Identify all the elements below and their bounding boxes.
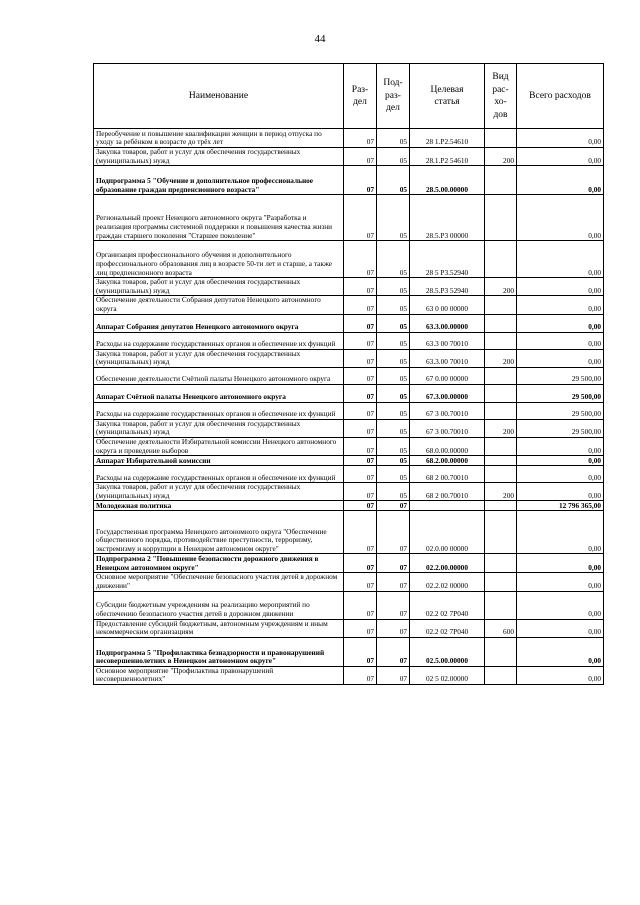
cell-total: 0,00 (517, 573, 604, 591)
cell-razdel: 07 (344, 332, 377, 349)
table-row (94, 166, 604, 195)
cell-razdel: 07 (344, 349, 377, 367)
cell-vid-raskhodov (485, 573, 517, 591)
cell-total: 29 500,00 (517, 419, 604, 437)
cell-vid-raskhodov (485, 466, 517, 483)
cell-vid-raskhodov (485, 591, 517, 619)
cell-total: 0,00 (517, 637, 604, 666)
cell-razdel: 07 (344, 573, 377, 591)
cell-total: 0,00 (517, 483, 604, 501)
cell-name: Обеспечение деятельности Собрания депутатов Ненецкого автономного округа (94, 296, 344, 314)
cell-celevaya-statya: 63.3 00 70010 (410, 332, 485, 349)
cell-name: Закупка товаров, работ и услуг для обеспечения государственных (муниципальных) нужд (94, 148, 344, 166)
cell-celevaya-statya: 02.2.00.00000 (410, 554, 485, 573)
cell-podrazdel: 05 (377, 195, 410, 241)
cell-razdel: 07 (344, 195, 377, 241)
cell-celevaya-statya: 02.2.02 00000 (410, 573, 485, 591)
cell-vid-raskhodov: 200 (485, 148, 517, 166)
cell-podrazdel: 05 (377, 402, 410, 419)
cell-name: Организация профессионального обучения и дополнительного профессионального образования лиц в возрасте 50-ти лет и старше, а также лиц предпенсионного возраста (94, 241, 344, 278)
table-row (94, 129, 604, 148)
table-row (94, 384, 604, 402)
cell-vid-raskhodov (485, 437, 517, 455)
cell-vid-raskhodov (485, 402, 517, 419)
table-row (94, 619, 604, 637)
cell-podrazdel: 05 (377, 241, 410, 278)
table-row (94, 195, 604, 241)
header-podrazdel: Под- раз- дел (377, 64, 410, 129)
table-row (94, 501, 604, 511)
cell-name: Региональный проект Ненецкого автономного округа "Разработка и реализация программы системной поддержки и повышения качества жизни граждан старшего поколения "Старшее поколение" (94, 195, 344, 241)
cell-name: Аппарат Счётной палаты Ненецкого автономного округа (94, 384, 344, 402)
cell-podrazdel: 07 (377, 511, 410, 554)
cell-celevaya-statya: 28.5.Р3 00000 (410, 195, 485, 241)
cell-vid-raskhodov (485, 296, 517, 314)
table-header-row (94, 64, 604, 129)
cell-celevaya-statya: 02.2 02 7Р040 (410, 619, 485, 637)
cell-vid-raskhodov (485, 241, 517, 278)
cell-vid-raskhodov (485, 666, 517, 684)
cell-total: 0,00 (517, 554, 604, 573)
table-row (94, 402, 604, 419)
header-razdel: Раз- дел (344, 64, 377, 129)
cell-podrazdel: 05 (377, 483, 410, 501)
cell-podrazdel: 07 (377, 501, 410, 511)
cell-podrazdel: 05 (377, 437, 410, 455)
cell-total: 0,00 (517, 241, 604, 278)
cell-celevaya-statya: 67 0.00 00000 (410, 367, 485, 384)
cell-total: 12 796 365,00 (517, 501, 604, 511)
cell-celevaya-statya: 28.5.00.00000 (410, 166, 485, 195)
table-row (94, 148, 604, 166)
cell-name: Основное мероприятие "Профилактика правонарушений несовершеннолетних" (94, 666, 344, 684)
cell-vid-raskhodov (485, 195, 517, 241)
cell-razdel: 07 (344, 637, 377, 666)
table-row (94, 573, 604, 591)
cell-vid-raskhodov (485, 554, 517, 573)
table-row (94, 367, 604, 384)
cell-razdel: 07 (344, 241, 377, 278)
cell-razdel: 07 (344, 166, 377, 195)
cell-vid-raskhodov (485, 511, 517, 554)
cell-razdel: 07 (344, 466, 377, 483)
cell-vid-raskhodov (485, 314, 517, 332)
cell-razdel: 07 (344, 384, 377, 402)
cell-total: 0,00 (517, 591, 604, 619)
cell-total: 0,00 (517, 129, 604, 148)
table-row (94, 554, 604, 573)
cell-razdel: 07 (344, 402, 377, 419)
cell-podrazdel: 05 (377, 419, 410, 437)
cell-total: 0,00 (517, 456, 604, 466)
cell-razdel: 07 (344, 619, 377, 637)
cell-celevaya-statya: 63 0 00 00000 (410, 296, 485, 314)
table-row (94, 314, 604, 332)
table-row (94, 437, 604, 455)
table-row (94, 511, 604, 554)
cell-celevaya-statya: 63.3.00.00000 (410, 314, 485, 332)
table-row (94, 666, 604, 684)
cell-razdel: 07 (344, 148, 377, 166)
cell-celevaya-statya (410, 501, 485, 511)
cell-name: Закупка товаров, работ и услуг для обеспечения государственных (муниципальных) нужд (94, 349, 344, 367)
cell-total: 0,00 (517, 296, 604, 314)
cell-celevaya-statya: 28.1.Р2 54610 (410, 148, 485, 166)
cell-name: Расходы на содержание государственных органов и обеспечение их функций (94, 332, 344, 349)
cell-podrazdel: 05 (377, 332, 410, 349)
table-row (94, 349, 604, 367)
cell-name: Государственная программа Ненецкого автономного округа "Обеспечение общественного порядка, противодействие преступности, терроризму, экстремизму и коррупции в Ненецком автономном округе" (94, 511, 344, 554)
table-row (94, 637, 604, 666)
cell-vid-raskhodov (485, 129, 517, 148)
table-row (94, 332, 604, 349)
cell-name: Переобучение и повышение квалификации женщин в период отпуска по уходу за ребёнком в возрасте до трёх лет (94, 129, 344, 148)
header-name: Наименование (94, 64, 344, 129)
cell-razdel: 07 (344, 456, 377, 466)
cell-name: Подпрограмма 2 "Повышение безопасности дорожного движения в Ненецком автономном округе" (94, 554, 344, 573)
cell-vid-raskhodov (485, 384, 517, 402)
cell-razdel: 07 (344, 554, 377, 573)
cell-name: Предоставление субсидий бюджетным, автономным учреждениям и иным некоммерческим организациям (94, 619, 344, 637)
cell-razdel: 07 (344, 419, 377, 437)
cell-vid-raskhodov: 200 (485, 419, 517, 437)
cell-total: 0,00 (517, 314, 604, 332)
table-row (94, 591, 604, 619)
cell-celevaya-statya: 02.2 02 7Р040 (410, 591, 485, 619)
cell-razdel: 07 (344, 314, 377, 332)
cell-razdel: 07 (344, 666, 377, 684)
cell-total: 0,00 (517, 619, 604, 637)
cell-vid-raskhodov: 200 (485, 278, 517, 296)
header-total: Всего расходов (517, 64, 604, 129)
cell-razdel: 07 (344, 367, 377, 384)
cell-vid-raskhodov: 200 (485, 349, 517, 367)
cell-name: Аппарат Избирательной комиссии (94, 456, 344, 466)
table-row (94, 419, 604, 437)
cell-total: 0,00 (517, 666, 604, 684)
cell-vid-raskhodov: 600 (485, 619, 517, 637)
cell-podrazdel: 05 (377, 349, 410, 367)
cell-celevaya-statya: 02.5.00.00000 (410, 637, 485, 666)
page-number: 44 (314, 33, 326, 45)
cell-celevaya-statya: 68 2 00.70010 (410, 466, 485, 483)
cell-name: Подпрограмма 5 "Профилактика безнадзорности и правонарушений несовершеннолетних в Ненецком автономном округе" (94, 637, 344, 666)
cell-total: 0,00 (517, 332, 604, 349)
cell-name: Аппарат Собрания депутатов Ненецкого автономного округа (94, 314, 344, 332)
cell-podrazdel: 05 (377, 166, 410, 195)
cell-celevaya-statya: 68 2 00.70010 (410, 483, 485, 501)
cell-celevaya-statya: 67 3 00.70010 (410, 419, 485, 437)
cell-total: 29 500,00 (517, 384, 604, 402)
cell-name: Закупка товаров, работ и услуг для обеспечения государственных (муниципальных) нужд (94, 483, 344, 501)
cell-vid-raskhodov (485, 332, 517, 349)
cell-vid-raskhodov (485, 166, 517, 195)
cell-podrazdel: 05 (377, 456, 410, 466)
table-row (94, 466, 604, 483)
cell-vid-raskhodov (485, 367, 517, 384)
cell-vid-raskhodov: 200 (485, 483, 517, 501)
cell-name: Обеспечение деятельности Счётной палаты Ненецкого автономного округа (94, 367, 344, 384)
cell-celevaya-statya: 28 1.Р2.54610 (410, 129, 485, 148)
cell-total: 29 500,00 (517, 367, 604, 384)
cell-total: 0,00 (517, 511, 604, 554)
cell-razdel: 07 (344, 511, 377, 554)
cell-total: 0,00 (517, 148, 604, 166)
cell-podrazdel: 05 (377, 314, 410, 332)
cell-razdel: 07 (344, 296, 377, 314)
cell-podrazdel: 05 (377, 148, 410, 166)
cell-podrazdel: 05 (377, 384, 410, 402)
cell-celevaya-statya: 02 5 02.00000 (410, 666, 485, 684)
table-row (94, 456, 604, 466)
table-row (94, 241, 604, 278)
cell-podrazdel: 07 (377, 666, 410, 684)
cell-razdel: 07 (344, 501, 377, 511)
cell-total: 0,00 (517, 349, 604, 367)
cell-celevaya-statya: 67.3.00.00000 (410, 384, 485, 402)
table-row (94, 278, 604, 296)
cell-podrazdel: 07 (377, 554, 410, 573)
cell-razdel: 07 (344, 483, 377, 501)
cell-name: Закупка товаров, работ и услуг для обеспечения государственных (муниципальных) нужд (94, 419, 344, 437)
cell-razdel: 07 (344, 278, 377, 296)
cell-name: Субсидии бюджетным учреждениям на реализацию мероприятий по обеспечению безопасного участия детей в дорожном движении (94, 591, 344, 619)
cell-total: 0,00 (517, 195, 604, 241)
cell-razdel: 07 (344, 129, 377, 148)
table-row (94, 296, 604, 314)
cell-razdel: 07 (344, 591, 377, 619)
cell-vid-raskhodov (485, 637, 517, 666)
cell-total: 0,00 (517, 166, 604, 195)
cell-name: Обеспечение деятельности Избирательной комиссии Ненецкого автономного округа и проведение выборов (94, 437, 344, 455)
cell-celevaya-statya: 68.2.00.00000 (410, 456, 485, 466)
header-celevaya-statya: Целевая статья (410, 64, 485, 129)
cell-name: Расходы на содержание государственных органов и обеспечение их функций (94, 466, 344, 483)
cell-vid-raskhodov (485, 456, 517, 466)
cell-celevaya-statya: 02.0.00 00000 (410, 511, 485, 554)
cell-podrazdel: 05 (377, 367, 410, 384)
cell-total: 29 500,00 (517, 402, 604, 419)
cell-celevaya-statya: 28 5 Р3.52940 (410, 241, 485, 278)
cell-name: Молодежная политика (94, 501, 344, 511)
cell-razdel: 07 (344, 437, 377, 455)
cell-celevaya-statya: 63.3.00 70010 (410, 349, 485, 367)
cell-total: 0,00 (517, 278, 604, 296)
budget-table (93, 63, 604, 685)
cell-vid-raskhodov (485, 501, 517, 511)
cell-celevaya-statya: 67 3 00.70010 (410, 402, 485, 419)
table-row (94, 483, 604, 501)
cell-name: Основное мероприятие "Обеспечение безопасного участия детей в дорожном движении" (94, 573, 344, 591)
cell-name: Расходы на содержание государственных органов и обеспечение их функций (94, 402, 344, 419)
cell-name: Закупка товаров, работ и услуг для обеспечения государственных (муниципальных) нужд (94, 278, 344, 296)
cell-podrazdel: 07 (377, 637, 410, 666)
cell-total: 0,00 (517, 466, 604, 483)
cell-podrazdel: 05 (377, 296, 410, 314)
cell-podrazdel: 05 (377, 129, 410, 148)
cell-podrazdel: 05 (377, 278, 410, 296)
cell-podrazdel: 07 (377, 619, 410, 637)
cell-celevaya-statya: 28.5.Р3 52940 (410, 278, 485, 296)
cell-podrazdel: 07 (377, 573, 410, 591)
cell-total: 0,00 (517, 437, 604, 455)
cell-podrazdel: 05 (377, 466, 410, 483)
header-vid-raskhodov: Вид рас- хо- дов (485, 64, 517, 129)
cell-name: Подпрограмма 5 "Обучение и дополнительное профессиональное образование граждан предпенсионного возраста" (94, 166, 344, 195)
cell-celevaya-statya: 68.0.00.00000 (410, 437, 485, 455)
cell-podrazdel: 07 (377, 591, 410, 619)
